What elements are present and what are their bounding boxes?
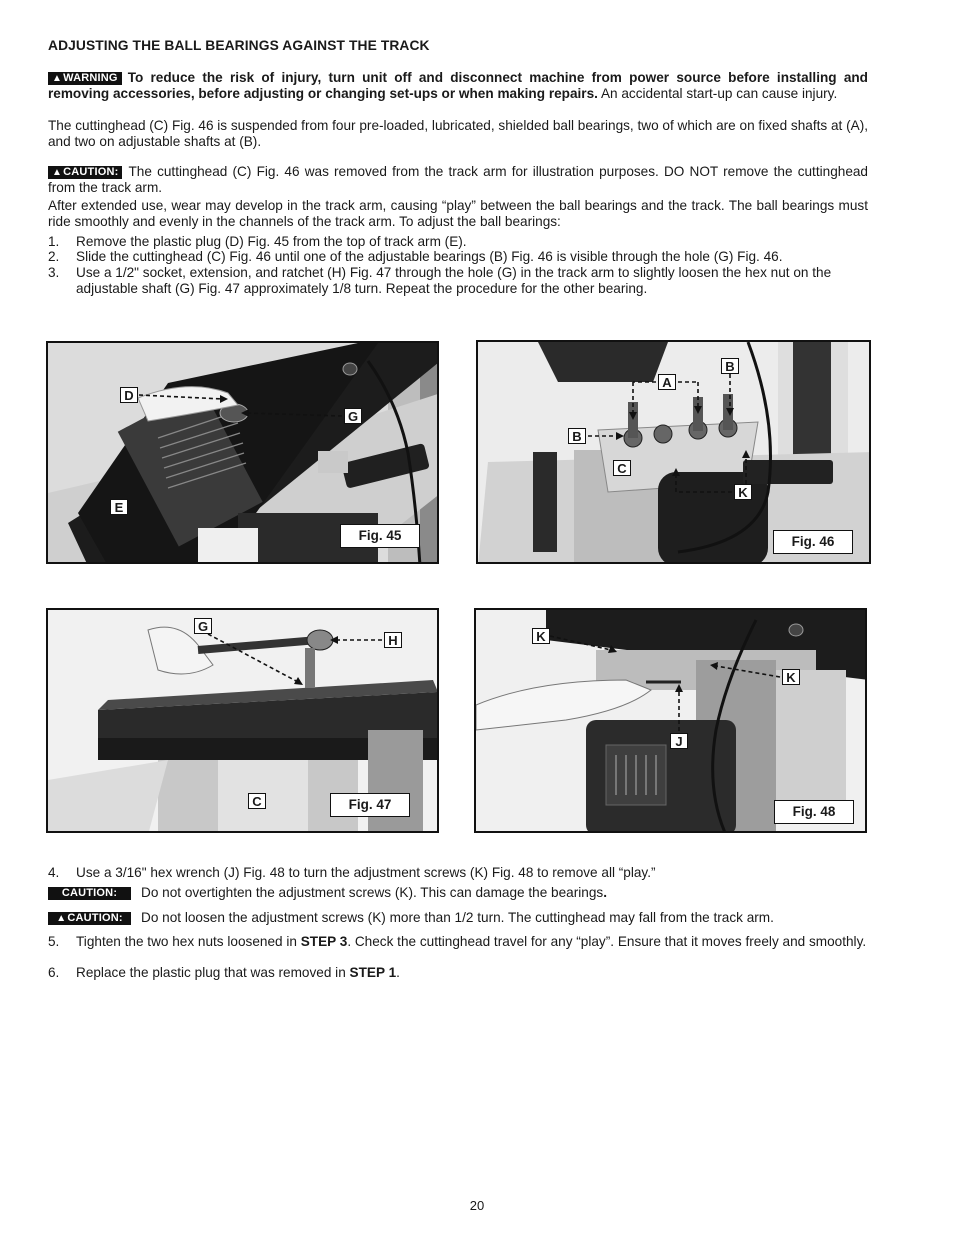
step-2-number: 2.: [48, 249, 60, 264]
fig-45-callout-d: D: [120, 387, 138, 403]
caution-1-text: The cuttinghead (C) Fig. 46 was removed from the track arm for illustration purposes. DO NOT remove the cuttinghead from the track arm.: [48, 164, 868, 195]
step-2: [48, 249, 868, 265]
figure-47: [46, 608, 439, 833]
section-heading: ADJUSTING THE BALL BEARINGS AGAINST THE TRACK: [48, 38, 430, 53]
caution-2-end: .: [603, 885, 607, 900]
fig-48-callout-j: J: [670, 733, 688, 749]
fig-46-callout-b-top: B: [721, 358, 739, 374]
caution-2-badge: CAUTION:: [48, 887, 131, 900]
fig-45-callout-e: E: [110, 499, 128, 515]
step-3-text: Use a 1/2" socket, extension, and ratchet (H) Fig. 47 through the hole (G) in the track arm to slightly loosen the hex nut on the adjustable shaft (G) Fig. 47 approximately 1/8 turn. Repeat the procedure for the other bearing.: [76, 265, 832, 296]
step-6-number: 6.: [48, 965, 60, 980]
step-5-text-bold: STEP 3: [300, 934, 348, 949]
step-6-text: [76, 965, 868, 981]
step-1: [48, 234, 868, 250]
fig-48-label: Fig. 48: [774, 800, 854, 824]
play-paragraph: After extended use, wear may develop in the track arm, causing “play” between the ball bearings and the track. The ball bearings must ride smoothly and evenly in the channels of the track arm. To adjust the ball bearings:: [48, 198, 868, 229]
caution-1-paragraph: [48, 164, 868, 195]
fig-46-callout-k: K: [734, 484, 752, 500]
fig-45-callout-g: G: [344, 408, 362, 424]
caution-2-row: [48, 885, 888, 901]
figure-45: [46, 341, 439, 564]
figure-46: [476, 340, 871, 564]
fig-47-callout-h: H: [384, 632, 402, 648]
warning-text: An accidental start-up can cause injury.: [597, 85, 838, 101]
warning-paragraph: [48, 70, 868, 101]
step-6-text-pre: Replace the plastic plug that was removed in: [76, 965, 350, 980]
fig-48-callout-k-right: K: [782, 669, 800, 685]
step-2-text: Slide the cuttinghead (C) Fig. 46 until one of the adjustable bearings (B) Fig. 46 is visible through the hole (G) Fig. 46.: [76, 249, 783, 264]
fig-45-label: Fig. 45: [340, 524, 420, 548]
fig-47-label: Fig. 47: [330, 793, 410, 817]
step-4: [48, 865, 868, 881]
step-6-text-bold: STEP 1: [349, 965, 397, 980]
caution-3-badge-label: CAUTION:: [67, 912, 123, 924]
fig-47-callout-c: C: [248, 793, 266, 809]
caution-1-badge-label: CAUTION:: [63, 166, 119, 178]
fig-46-callout-c: C: [613, 460, 631, 476]
warning-badge-label: WARNING: [63, 72, 118, 84]
caution-3-triangle-icon: ▲: [56, 913, 67, 924]
fig-47-callout-g: G: [194, 618, 212, 634]
step-3-number: 3.: [48, 265, 60, 280]
caution-1-badge: [48, 166, 122, 179]
warning-triangle-icon: ▲: [52, 73, 63, 84]
warning-bold-text: To reduce the risk of injury, turn unit off and disconnect machine from power source before installing and removing accessories, before adjusting or changing set-ups or when making repairs.: [48, 70, 868, 101]
page-number: 20: [469, 1198, 485, 1213]
step-3: [48, 265, 868, 296]
caution-3-badge: [48, 912, 131, 925]
step-4-text: Use a 3/16" hex wrench (J) Fig. 48 to turn the adjustment screws (K) Fig. 48 to remove all “play.”: [76, 865, 656, 880]
caution-3-row: [48, 910, 888, 926]
step-6-text-post: .: [396, 965, 400, 980]
step-5-text-pre: Tighten the two hex nuts loosened in: [76, 934, 301, 949]
step-1-text: Remove the plastic plug (D) Fig. 45 from the top of track arm (E).: [76, 234, 467, 249]
step-4-number: 4.: [48, 865, 60, 880]
fig-46-label: Fig. 46: [773, 530, 853, 554]
caution-triangle-icon: ▲: [52, 167, 63, 178]
fig-46-callout-a: A: [658, 374, 676, 390]
step-1-number: 1.: [48, 234, 60, 249]
fig-46-callout-b-left: B: [568, 428, 586, 444]
caution-2-text: Do not overtighten the adjustment screws (K). This can damage the bearings: [141, 885, 604, 900]
fig-48-callout-k-left: K: [532, 628, 550, 644]
step-5-text-post: . Check the cuttinghead travel for any “play”. Ensure that it moves freely and smoothly.: [347, 934, 867, 949]
step-5-text: [76, 934, 868, 950]
intro-paragraph: The cuttinghead (C) Fig. 46 is suspended from four pre-loaded, lubricated, shielded ball bearings, two of which are on fixed shafts at (A), and two on adjustable shafts at (B).: [48, 118, 868, 149]
step-5: [48, 934, 868, 950]
caution-3-text: Do not loosen the adjustment screws (K) more than 1/2 turn. The cuttinghead may fall from the track arm.: [141, 910, 774, 925]
warning-badge: [48, 72, 122, 85]
step-6: [48, 965, 868, 981]
step-5-number: 5.: [48, 934, 60, 949]
figure-48: [474, 608, 867, 833]
